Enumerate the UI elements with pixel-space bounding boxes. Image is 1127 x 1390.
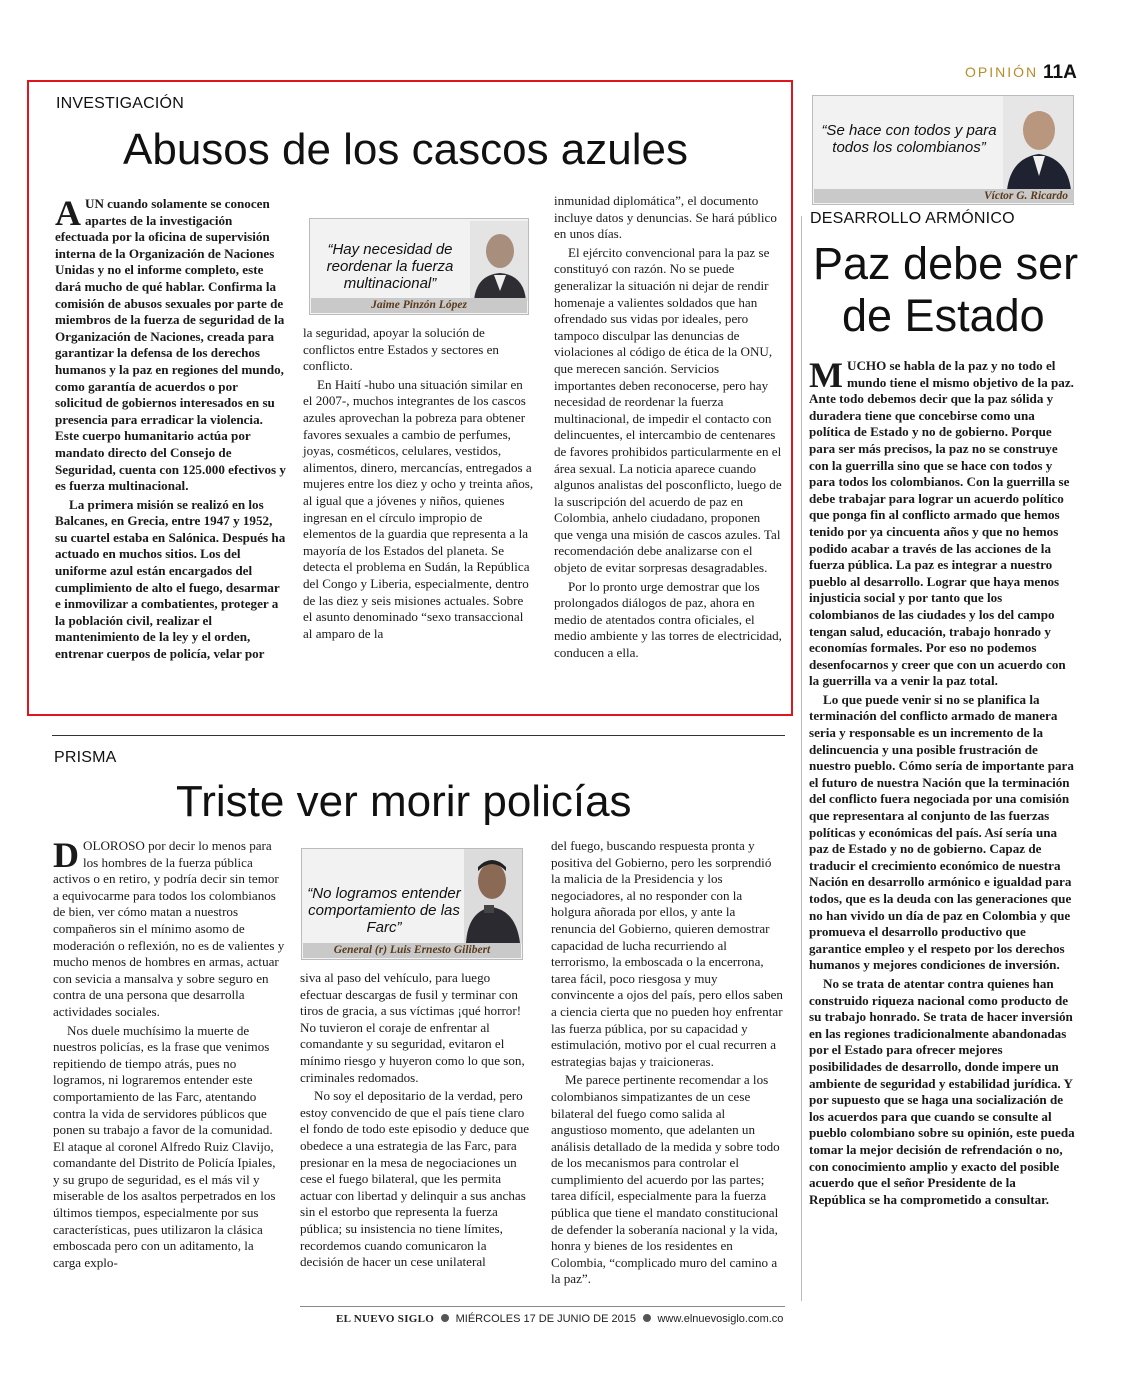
article1-headline: Abusos de los cascos azules	[123, 125, 688, 174]
paragraph: La primera misión se realizó en los Balcanes, en Grecia, entre 1947 y 1952, su cuartel estaba en Salónica. Después ha actuado en muchos sitios. Los del uniforme azul están encargados del cumplimiento de alto el fuego, desarmar e inmovilizar a combatientes, proteger a la población civil, realizar el mantenimiento de la ley y el orden, entrenar cuerpos de policía, velar por	[55, 496, 286, 662]
article2-pullquote	[301, 848, 523, 960]
paragraph: En Haití -hubo una situación similar en el 2007-, muchos integrantes de los cascos azules aprovechan la pobreza para obtener favores sexuales a cambio de perfumes, joyas, cosméticos, celulares, vestidos, alimentos, dinero, mercancías, entregados a mujeres entre los diez y ocho y treinta años, al igual que a jóvenes y niños, quienes ingresan en el círculo impropio de elementos de la guardia que representa a la mayoría de los Estados del planeta. Se detecta el problema en Sudán, la República del Congo y Liberia, especialmente, dentro de las diez y seis misiones actuales. Sobre el asunto denominado “sexo transaccional al amparo de la	[303, 376, 534, 641]
author-name: Víctor G. Ricardo	[814, 189, 1074, 203]
footer	[336, 1313, 783, 1325]
paragraph: No se trata de atentar contra quienes han construido riqueza nacional como producto de su trabajo honrado. Se trata de hacer inversión en las regiones tradicionalmente abandonadas por el Estado para ofrecer mejores posibilidades de desarrollo, donde impere un ambiente de seguridad y estabilidad jurídica. Y por supuesto que se haga una socialización de los acuerdos para que cuando se consulte al pueblo colombiano sobre su opinión, este pueda tomar la mejor decisión de refrendación o no, con conocimiento amplio y exacto del posible acuerdo que el señor Presidente de la República se ha comprometido a consultar.	[809, 975, 1075, 1207]
footer-url: www.elnuevosiglo.com.co	[657, 1313, 784, 1325]
article3-pullquote	[812, 95, 1074, 205]
article3-kicker: DESARROLLO ARMÓNICO	[810, 210, 1015, 227]
footer-date: MIÉRCOLES 17 DE JUNIO DE 2015	[455, 1313, 636, 1325]
paragraph: inmunidad diplomática”, el documento incluye datos y denuncias. Se hará público en unos días.	[554, 193, 777, 242]
paragraph: No soy el depositario de la verdad, pero estoy convencido de que el país tiene claro el fondo de todo este episodio y deduce que obedece a una estrategia de las Farc, para presionar en la mesa de negociaciones un cese el fuego bilateral, que les permita actuar con libertad y delinquir a sus anchas sin el estorbo que representa la fuerza pública; su insistencia no tiene límites, recordemos cuando comunicaron la decisión de hacer un cese unilateral	[300, 1088, 530, 1270]
paragraph: la seguridad, apoyar la solución de conflictos entre Estados y sectores en conflicto.	[303, 325, 499, 374]
author-name: Jaime Pinzón López	[311, 298, 527, 313]
pullquote-text: “Se hace con todos y para todos los colombianos”	[821, 122, 997, 156]
article1-pullquote	[309, 218, 529, 315]
paragraph: siva al paso del vehículo, para luego efectuar descargas de fusil y terminar con tiros de gracia, a sus víctimas ¡qué horror! No tuvieron el coraje de enfrentar al comandante y su seguridad, evitaron el mínimo riesgo y huyeron como lo que son, criminales redomados.	[300, 970, 525, 1085]
dropcap: M	[809, 355, 843, 395]
dropcap: A	[55, 193, 81, 233]
section-label: OPINIÓN	[965, 64, 1039, 80]
author-photo	[470, 221, 528, 301]
paragraph: El ejército convencional para la paz se constituyó con razón. No se puede generalizar la situación ni dejar de rendir homenaje a valientes soldados que han ofrendado sus vidas por ideales, pero tampoco disculpar las denuncias de violaciones al código de ética de la ONU, que merecen sanción. Servicios importantes deben reconocerse, pero hay necesidad de reordenar la fuerza multinacional, de impedir el contacto con delincuentes, el intercambio de centenares de favores prohibidos particularmente en el área sexual. La noticia aparece cuando algunos analistas del posconflicto, luego de la suscripción del acuerdo de paz en Colombia, anhelo ciudadano, proponen que venga una misión de cascos azules. Tal recomendación debe analizarse con el objeto de evitar sorpresas desagradables.	[554, 244, 782, 576]
paragraph: UCHO se habla de la paz y no todo el mundo tiene el mismo objetivo de la paz. Ante todo debemos decir que la paz sólida y duradera tiene que concebirse como una política de Estado y no de gobierno. Porque para ser más precisos, la paz no se construye con la guerrilla sino que se hace con todos y para todos los colombianos. Con la guerrilla se debe trabajar para lograr un acuerdo político que ponga fin al conflicto armado que hemos tenido por ya cincuenta años y que no hemos podido acabar a través de las acciones de la fuerza pública. La paz es integrar a nuestro pueblo al desarrollo. Lograr que haya menos injusticia social y por tanto que los colombianos de las ciudades y los del campo tengan salud, educación, trabajo honrado y economías formales. Por eso no podemos desenfocarnos y creer que con un acuerdo con la guerrilla va a venir la paz total.	[809, 358, 1074, 689]
article2-column-2	[300, 970, 532, 1273]
portrait-illustration	[464, 849, 522, 943]
paragraph: Por lo pronto urge demostrar que los prolongados diálogos de paz, ahora en medio de atentados contra oficiales, el medio ambiente y las torres de electricidad, conducen a ella.	[554, 578, 782, 661]
portrait-illustration	[1003, 96, 1073, 190]
author-name: General (r) Luis Ernesto Gilibert	[303, 943, 521, 958]
article1-column-1	[55, 193, 287, 665]
article3-headline-line-1: Paz debe ser	[813, 238, 1079, 289]
article3-headline-line-2: de Estado	[842, 290, 1045, 341]
portrait-illustration	[470, 221, 528, 301]
paragraph: Nos duele muchísimo la muerte de nuestros policías, es la frase que venimos repitiendo de tiempo atrás, pues no logramos, ni lograremos entender este comportamiento de las Farc, atentando contra la vida de servidores públicos que ponen su trabajo a favor de la comunidad. El ataque al coronel Alfredo Ruiz Clavijo, comandante del Distrito de Policía Ipiales, y su grupo de seguridad, es el más vil y miserable de los asaltos perpetrados en los últimos tiempos, especialmente por sus características, pues utilizaron la clásica emboscada pero con un aditamento, la carga explo-	[53, 1022, 276, 1270]
article3-body	[809, 355, 1075, 1210]
bullet-icon	[643, 1314, 651, 1322]
section-divider	[52, 735, 785, 736]
bullet-icon	[441, 1314, 449, 1322]
author-photo	[1003, 96, 1073, 190]
page-number: 11A	[1043, 62, 1077, 83]
pullquote-text: “Hay necesidad de reordenar la fuerza multinacional”	[326, 241, 454, 292]
column-divider	[801, 216, 802, 1301]
article1-column-3	[554, 193, 782, 664]
paragraph: Me parece pertinente recomendar a los colombianos simpatizantes de un cese bilateral del fuego como salida al angustioso momento, que adelanten un análisis detallado de la medida y sobre todo de los mecanismos para controlar el cumplimiento del acuerdo por las partes; tarea difícil, especialmente para la fuerza pública que tiene el mandato constitucional de defender la soberanía nacional y la vida, honra y bienes de los residentes en Colombia, “complicado muro del camino a la paz”.	[551, 1072, 780, 1287]
author-photo	[464, 849, 522, 943]
paragraph: del fuego, buscando respuesta pronta y positiva del Gobierno, pero les sorprendió la malicia de la Presidencia y los negociadores, al no responder con la holgura añorada por ellos, y ante la renuncia del Gobierno, quieren demostrar capacidad de lucha recurriendo al terrorismo, la emboscada o la encerrona, tarea fácil, poco riesgosa y muy convincente a ojos del país, pero ellos saben a ciencia cierta que no pueden hoy enfrentar las fuerza pública, por su capacidad y estimulación, motivo por el cual recurren a estrategias bajas y traicioneras.	[551, 838, 783, 1069]
article2-headline: Triste ver morir policías	[176, 777, 632, 826]
pullquote-text: “No logramos entender comportamiento de las Farc”	[307, 885, 461, 936]
article2-column-1	[53, 835, 285, 1273]
dropcap: D	[53, 835, 79, 875]
footer-rule	[300, 1306, 785, 1307]
paragraph: OLOROSO por decir lo menos para los hombres de la fuerza pública activos o en retiro, y podría decir sin temor a equivocarme para todos los colombianos de bien, ver cómo matan a nuestros compañeros sin el mínimo asomo de moderación o reflexión, no es de valientes y mucho menos de hombres en armas, actuar con sevicia a mansalva y sobre seguro en contra de una persona que desarrolla actividades sociales.	[53, 838, 285, 1019]
article1-kicker: INVESTIGACIÓN	[56, 95, 184, 112]
article2-kicker: PRISMA	[54, 749, 117, 766]
article1-column-2	[303, 325, 535, 644]
article2-column-3	[551, 838, 783, 1290]
newspaper-logo: EL NUEVO SIGLO	[336, 1313, 435, 1325]
paragraph: Lo que puede venir si no se planifica la terminación del conflicto armado de manera seria y responsable es un incremento de la delincuencia y una posible frustración de nuestro pueblo. Cómo sería de importante para el futuro de nuestra Nación que la terminación del conflicto fuera negociada por una comisión que representara al conjunto de las fuerzas políticas y económicas del país. Así sería una paz de Estado y no de gobierno. Capaz de traducir el crecimiento económico de nuestra Nación en desarrollo armónico e igualdad para todos, que es la deuda con las generaciones que no han vivido un día de paz en Colombia y que promueva el desarrollo productivo que garantice empleo y el respeto por los derechos humanos y mejores condiciones de inversión.	[809, 691, 1074, 973]
paragraph: UN cuando solamente se conocen apartes de la investigación efectuada por la oficina de supervisión interna de la Organización de Naciones Unidas y no el informe completo, este dará mucho de qué hablar. Confirma la comisión de abusos sexuales por parte de miembros de la fuerza de seguridad de la Organización de Naciones, creada para garantizar la defensa de los derechos humanos y la paz en regiones del mundo, como garantía de acuerdos o por solicitud de gobiernos interesados en su presencia para erradicar la violencia. Este cuerpo humanitario actúa por mandato directo del Consejo de Seguridad, cuenta con 125.000 efectivos y es fuerza multinacional.	[55, 196, 286, 494]
